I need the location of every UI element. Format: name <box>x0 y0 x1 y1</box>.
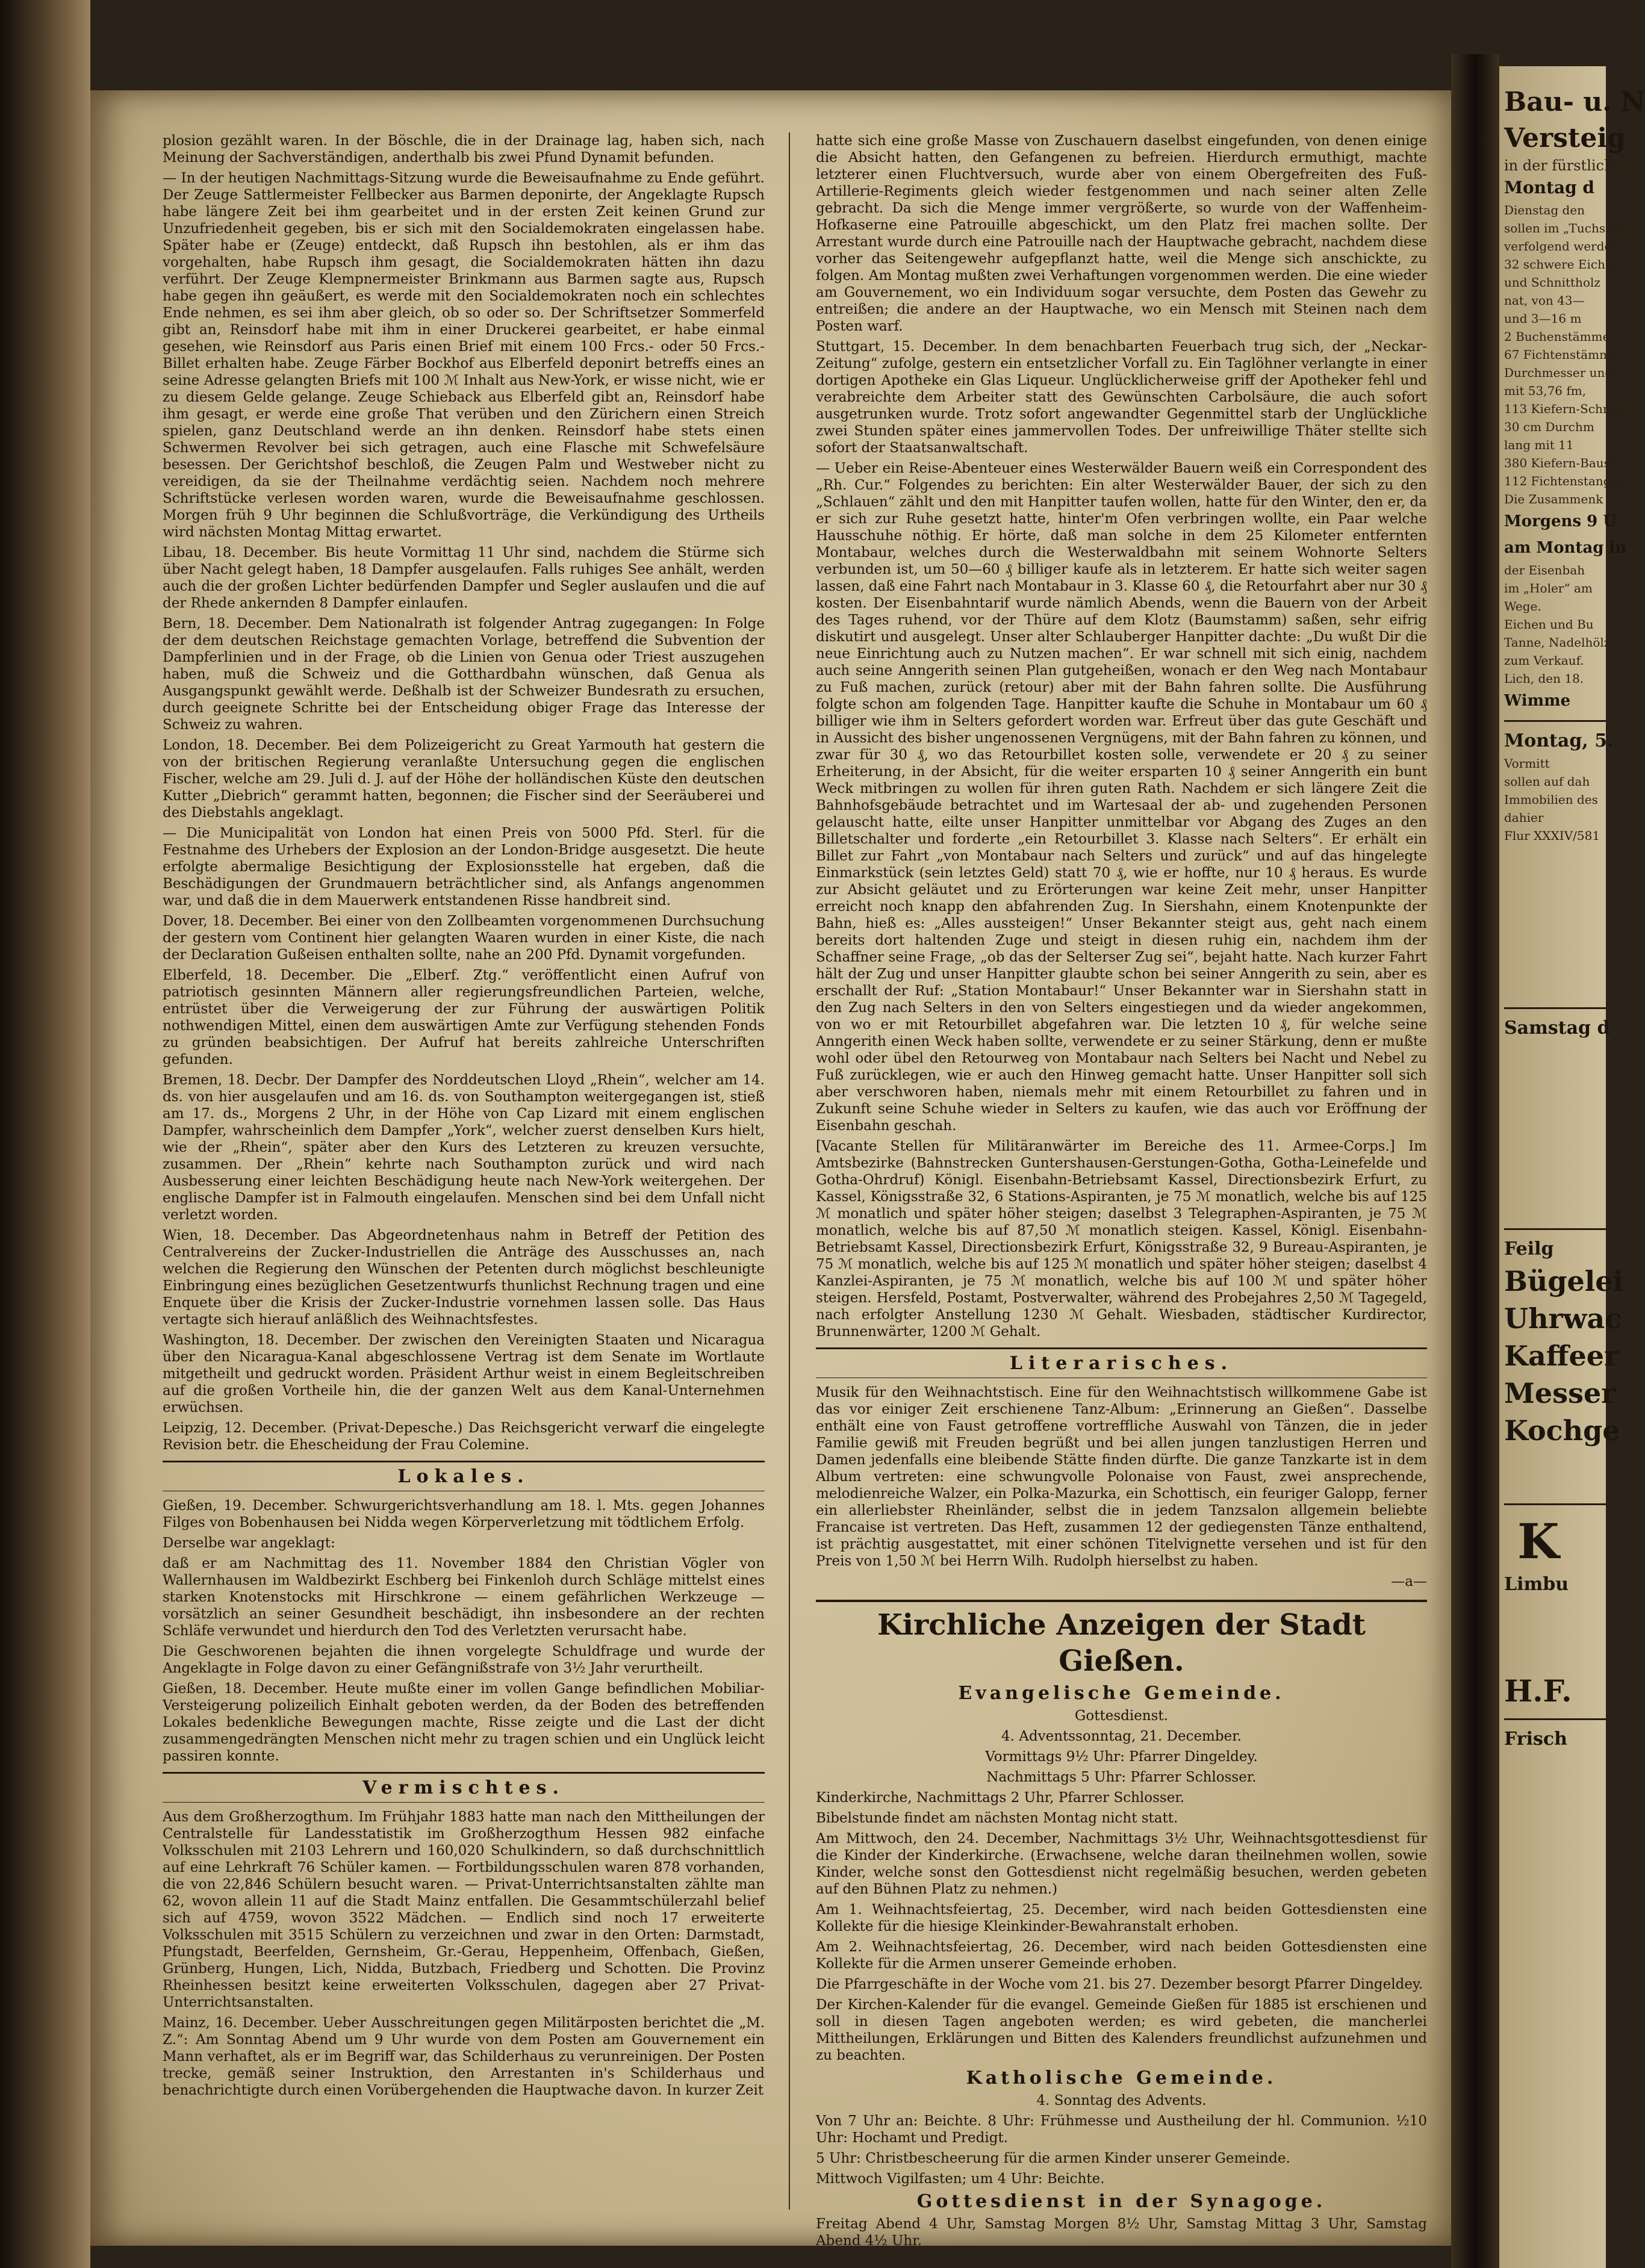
np-text: sollen auf dah <box>1504 774 1590 789</box>
article-paragraph: — In der heutigen Nachmittags-Sitzung wurde die Beweisaufnahme zu Ende geführt. Der Zeuge Sattlermeister Fellbecker aus Barmen deponirte, der Angeklagte Rupsch habe längere Zeit bei ihm gearbeitet und in der ersten Zeit keinen Grund zur Unzufriedenheit gegeben, bis er sich mit den Socialdemokraten eingelassen habe. Später habe er (Zeuge) entdeckt, daß Rupsch ihn bestohlen, als er ihm das vorgehalten, habe Rupsch ihm gesagt, die Socialdemokraten hätten ihn dazu verführt. Der Zeuge Klempnermeister Brinkmann aus Barmen sagte aus, Rupsch habe gegen ihn geäußert, es werde mit den Socialdemokraten noch ein schlechtes Ende nehmen, es sei ihm aber gleich, ob so oder so. Der Schriftsetzer Sommerfeld gibt an, Reinsdorf habe mit ihm in einer Druckerei gearbeitet, er habe einmal gesehen, wie Reinsdorf aus Paris einen Brief mit einem 100 Frcs.- oder 50 Frcs.-Billet erhalten habe. Zeuge Färber Bockhof aus Elberfeld deponirt betreffs eines an seine Adresse gelangten Briefs mit 100 ℳ Inhalt aus New-York, er wisse nicht, wie er zu diesem Gelde gelange. Zeuge Schieback aus Elberfeld gibt an, Reinsdorf habe ihm gesagt, er werde eine große That verüben und den Zürichern einen Streich spielen, ganz Deutschland werde an ihn denken. Reinsdorf habe stets einen Schwermen Revolver bei sich getragen, auch eine Flasche mit Schwefelsäure besessen. Der Gerichtshof beschloß, die Zeugen Palm und Westweber nicht zu vereidigen, da sie der Theilnahme verdächtig seien. Nachdem noch mehrere Schriftstücke verlesen worden waren, wurde die Beweisaufnahme geschlossen. Morgen früh 9 Uhr beginnen die Schlußvorträge, die Verkündigung des Urtheils wird nächsten Montag Mittag erwartet. <box>163 170 765 540</box>
church-notice: Der Kirchen-Kalender für die evangel. Gemeinde Gießen für 1885 ist erschienen und soll in diesen Tagen angeboten werden; es wird gebeten, die mancherlei Mittheilungen, Erklärungen und Bitten des Kalenders freundlichst aufzunehmen und zu beachten. <box>816 1997 1427 2063</box>
np-heading: Bügelei <box>1504 1265 1623 1297</box>
news-stuttgart: Stuttgart, 15. December. In dem benachbarten Feuerbach trug sich, der „Neckar-Zeitung“ zufolge, gestern ein entsetzlicher Vorfall zu. Ein Taglöhner verlangte in einer dortigen Apotheke ein Glas Liqueur. Unglücklicherweise griff der Apotheker fehl und verabreichte dem Arbeiter statt des Gewünschten Carbolsäure, die auch sofort ausgetrunken wurde. Trotz sofort angewandter Gegenmittel starb der Unglückliche zwei Stunden später eines jammervollen Todes. Der unfreiwillige Thäter stellte sich sofort der Staatsanwaltschaft. <box>816 339 1427 456</box>
advent-sunday: 4. Sonntag des Advents. <box>1036 2093 1207 2108</box>
catholic-notice: Mittwoch Vigilfasten; um 4 Uhr: Beichte. <box>816 2171 1105 2187</box>
newspaper-page <box>90 90 1451 2249</box>
np-text: lang mit 11 <box>1504 438 1574 452</box>
church-notice: Am 2. Weihnachtsfeiertag, 26. December, wird nach beiden Gottesdiensten eine Kollekte für die Armen unserer Gemeinde erhoben. <box>816 1939 1427 1972</box>
np-text: nat, von 43— <box>1504 293 1585 308</box>
np-text: mit 53,76 fm, <box>1504 384 1587 398</box>
np-text: im „Holer“ am <box>1504 581 1593 595</box>
news-wien: Wien, 18. December. Das Abgeordnetenhaus nahm in Betreff der Petition des Centralvereins der Zucker-Industriellen die Anträge des Ausschusses an, nach welchen die Regierung den Wünschen der Petenten durch möglichst beschleunigte Einbringung eines bezüglichen Gesetzentwurfs thunlichst Rechnung tragen und eine Enquete über die Krisis der Zucker-Industrie vornehmen lassen solle. Das Haus vertagte sich hierauf anläßlich des Weihnachtsfestes. <box>163 1228 765 1328</box>
np-text: 2 Buchenstämme <box>1504 329 1610 344</box>
np-text: Flur XXXIV/581 <box>1504 828 1600 843</box>
service-afternoon: Nachmittags 5 Uhr: Pfarrer Schlosser. <box>986 1769 1257 1785</box>
np-text: am Montag in <box>1504 539 1627 557</box>
np-rule <box>1504 1228 1606 1230</box>
np-text: 113 Kiefern-Schneid <box>1504 402 1629 416</box>
lokales-paragraph: Gießen, 19. December. Schwurgerichtsverhandlung am 18. l. Mts. gegen Johannes Filges von Bobenhausen bei Nidda wegen Körperverletzung mit tödtlichem Erfolg. <box>163 1498 765 1530</box>
news-leipzig: Leipzig, 12. December. (Privat-Depesche.) Das Reichsgericht verwarf die eingelegte Revision betr. die Ehescheidung der Frau Colemine. <box>163 1420 765 1453</box>
service-morning: Vormittags 9½ Uhr: Pfarrer Dingeldey. <box>985 1749 1258 1765</box>
np-text: zum Verkauf. <box>1504 653 1584 668</box>
np-heading: Feilg <box>1504 1238 1554 1260</box>
church-notice: Bibelstunde findet am nächsten Montag nicht statt. <box>816 1810 1178 1826</box>
np-text: Die Zusammenk <box>1504 492 1603 506</box>
np-heading: Frisch <box>1504 1729 1567 1750</box>
news-bremen: Bremen, 18. Decbr. Der Dampfer des Norddeutschen Lloyd „Rhein“, welcher am 14. ds. von hier ausgelaufen und am 16. ds. von Southampton weitergegangen ist, stieß am 17. ds., Morgens 2 Uhr, in der Höhe von Cap Lizard mit einem englischen Dampfer, wahrscheinlich dem Dampfer „York“, welcher zuerst denselben Kurs hielt, wie der „Rhein“, später aber den Kurs des Letzteren zu kreuzen versuchte, zusammen. Der „Rhein“ kehrte nach Southampton zurück und wird nach Ausbesserung einer leichten Beschädigung heute nach New-York weitergehen. Der englische Dampfer ist in Falmouth eingelaufen. Menschen sind bei dem Unfall nicht verletzt worden. <box>163 1072 765 1223</box>
literarisches-paragraph: Musik für den Weihnachtstisch. Eine für den Weihnachtstisch willkommene Gabe ist das vor einiger Zeit erschienene Tanz-Album: „Erinnerung an Gießen“. Dasselbe enthält eine von Faust getroffene vortreffliche Auswahl von Tänzen, die in jeder Familie gewiß mit Freuden begrüßt und bei allen jungen tanzlustigen Herren und Damen jedenfalls eine bleibende Stätte finden dürfte. Die ganze Tanzkarte ist in dem Album vertreten: eine schwungvolle Polonaise von Faust, zwei ansprechende, melodienreiche Walzer, ein Polka-Mazurka, ein Schottisch, ein feuriger Galopp, ferner ein allerliebster Rheinländer, selbst die in jedem Tanzsalon allgemein beliebte Francaise ist vertreten. Das Heft, zusammen 12 der gediegensten Tänze enthaltend, ist prächtig ausgestattet, mit einer schönen Titelvignette versehen und ist für den Preis von 1,50 ℳ bei Herrn Wilh. Rudolph hierselbst zu haben. <box>816 1385 1427 1569</box>
np-text: 67 Fichtenstämme <box>1504 347 1618 362</box>
lokales-paragraph: daß er am Nachmittag des 11. November 1884 den Christian Vögler von Wallernhausen im Waldbezirkt Eschberg bei Finkenloh durch Schläge mittelst eines starken Knotenstocks mit Hirschkrone — einem gefährlichen Werkzeuge — vorsätzlich an seiner Gesundheit beschädigt, ihn insbesondere an der rechten Schläfe verwundet und hierdurch den Tod des Verletzten verursacht habe. <box>163 1556 765 1639</box>
vermischtes-paragraph: Mainz, 16. December. Ueber Ausschreitungen gegen Militärposten berichtet die „M. Z.“: Am Sonntag Abend um 9 Uhr wurde von dem Posten am Gouvernement ein Mann verhaftet, als er im Begriff war, das Schilderhaus zu verunreinigen. Der Posten trecke, gemäß seiner Instruktion, den Arrestanten in's Schilderhaus und benachrichtigte durch einen Vorübergehenden die Hauptwache davon. In kurzer Zeit <box>163 2015 765 2098</box>
np-rule <box>1504 720 1606 722</box>
lokales-paragraph: Derselbe war angeklagt: <box>163 1535 335 1551</box>
news-london-2: — Die Municipalität von London hat einen Preis von 5000 Pfd. Sterl. für die Festnahme des Urhebers der Explosion an der London-Bridge ausgesetzt. Die heute erfolgte abermalige Besichtigung der Explosionsstelle hat ergeben, daß die Beschädigungen der Grundmauern beträchtlicher sind, als Anfangs angenommen war, und daß die in dem Mauerwerk entstandenen Risse handbreit sind. <box>163 825 765 909</box>
np-text: Eichen und Bu <box>1504 617 1594 632</box>
article-paragraph: — Ueber ein Reise-Abenteuer eines Westerwälder Bauern weiß ein Correspondent des „Rh. Cur.“ Folgendes zu berichten: Ein alter Westerwälder Bauer, der sich zu den „Schlauen“ zählt und den mit Hanpitter taufen wollen, hatte für den Winter, den er, da er sich zur Ruhe gesetzt hatte, hinter'm Ofen verbringen wollte, ein Paar welche Hausschuhe nöthig. Er hörte, daß man solche in dem 25 Kilometer entfernten Montabaur, welches durch die Westerwaldbahn mit seinem Wohnorte Selters verbunden ist, um 50—60 ₰ billiger kaufe als in letzterem. Er hatte sich weiter sagen lassen, daß eine Fahrt nach Montabaur in 3. Klasse 60 ₰, die Retourfahrt aber nur 30 ₰ kosten. Der Eisenbahntarif wurde nämlich Abends, wenn die Bauern von der Arbeit des Tages ruhend, vor der Thüre auf dem Klotz (Baumstamm) saßen, sehr eifrig diskutirt und ausgelegt. Unser alter Schlauberger Hanpitter dachte: „Du wußt Dir die neue Einrichtung auch zu Nutzen machen“. Er war schnell mit sich einig, nachdem auch seine Anngerith seinen Plan gutgeheißen, wonach er den Weg nach Montabaur zu Fuß machen, zurück (retour) aber mit der Bahn fahren sollte. Die Ausführung folgte schon am folgenden Tage. Hanpitter kaufte die Schuhe in Montabaur um 60 ₰ billiger wie ihm in Selters gefordert worden war. Erfreut über das gute Geschäft und in Aussicht des bisher ungenossenen Vergnügens, mit der Bahn fahren zu können, und zwar für 30 ₰, wo das Retourbillet kosten solle, verwendete er 20 ₰ zu seiner Erheiterung, in der Absicht, für die weiter ersparten 10 ₰ seiner Anngerith ein bunt Weck mitbringen zu wollen für ihren guten Rath. Nachdem er sich längere Zeit die Bahnhofsgebäude betrachtet und im Wartesaal der ab- und zugehenden Personen gelauscht hatte, eilte unser Hanpitter unmittelbar vor Abgang des Zuges an den Billetschalter und forderte „ein Retourbillet 3. Klasse nach Selters“. Er erhält ein Billet zur Fahrt „von Montabaur nach Selters und zurück“ und auf das hingelegte Einmarkstück (sein letztes Geld) statt 70 ₰, wie er hoffte, nur 10 ₰ heraus. Es wurde zur Absicht geläutet und zu Erörterungen war keine Zeit mehr, unser Hanpitter erreicht noch knapp den abfahrenden Zug. In Siershahn, einem Knotenpunkte der Bahn, hieß es: „Alles aussteigen!“ Unser Bekannter steigt aus, geht nach einem bereits dort haltenden Zuge und steigt in diesen ruhig ein, nachdem ihm der Schaffner seine Frage, „ob das der Selterser Zug sei“, bejaht hatte. Nach kurzer Fahrt hält der Zug und unser Hanpitter glaubte schon bei seiner Anngerith zu sein, aber es erschallt der Ruf: „Station Montabaur!“ Unser Bekannter war in Siershahn statt in den Zug nach Selters in den von Selters eingestiegen und da wieder angekommen, von wo er mit Retourbillet abgefahren war. Die letzten 10 ₰, für welche seine Anngerith einen Weck haben sollte, verwendete er zu seiner Stärkung, denn er mußte wohl oder übel den Retourweg von Montabaur nach Selters bei Nacht und Nebel zu Fuß zurücklegen, wie er auch den Hinweg gemacht hatte. Unser Hanpitter soll sich aber verschworen haben, niemals mehr mit einem Retourbillet zu fahren und in Zukunft seine Schuhe wieder in Selters zu kaufen, wie das auch vor Eröffnung der Eisenbahn geschah. <box>816 461 1427 1134</box>
lokales-paragraph: Gießen, 18. December. Heute mußte einer im vollen Gange befindlichen Mobiliar-Versteigerung polizeilich Einhalt geboten werden, da der Boden des betreffenden Lokales bedenkliche Bewegungen machte, Risse zeigte und die Last der dicht zusammengedrängten Menschen nicht mehr zu tragen schien und ein Unglück leicht passiren konnte. <box>163 1681 765 1764</box>
np-rule <box>1504 1503 1606 1505</box>
np-heading: Limbu <box>1504 1574 1569 1595</box>
np-rule <box>1504 1007 1606 1009</box>
np-text: Tanne, Nadelhölz <box>1504 635 1611 650</box>
news-libau: Libau, 18. December. Bis heute Vormittag 11 Uhr sind, nachdem die Stürme sich über Nacht gelegt haben, 18 Dampfer ausgelaufen. Falls ruhiges See anhält, werden auch die der großen Lichter bedürfenden Dampfer und Segler auslaufen und die auf der Rhede ankernden 8 Dampfer einlaufen. <box>163 545 765 611</box>
church-notice: Am Mittwoch, den 24. December, Nachmittags 3½ Uhr, Weihnachtsgottesdienst für die Kinder der Kinderkirche. (Erwachsene, welche daran theilnehmen wollen, sowie Kinder, welche sonst den Gottesdienst nicht regelmäßig besuchen, werden gebeten auf den Bühnen Platz zu nehmen.) <box>816 1831 1427 1897</box>
np-text: 112 Fichtenstangen <box>1504 474 1626 488</box>
np-text: 32 schwere Eichen <box>1504 257 1620 272</box>
article-paragraph: hatte sich eine große Masse von Zuschauern daselbst eingefunden, von denen einige die Absicht hatten, den Gefangenen zu befreien. Hierdurch ermuthigt, machte letzterer einen Fluchtversuch, wurde aber von einem Obergefreiten des Fuß-Artillerie-Regiments gleich wieder festgenommen und nach seiner alten Zelle gebracht. Da sich die Menge immer vergrößerte, so wurde von der Waffenheim-Hofkaserne eine Patrouille abgeschickt, um den Platz frei machen sollte. Der Arrestant wurde durch eine Patrouille nach der Hauptwache gebracht, nachdem diese vorher das Seitengewehr aufgepflanzt hatte, weil die Menge sich anschickte, zu folgen. Am Montag mußten zwei Verhaftungen vorgenommen werden. Die eine wieder am Gouvernement, wo ein Individuum sogar versuchte, dem Posten das Gewehr zu entreißen; die andere an der Hauptwache, wo ein Mensch mit Steinen nach dem Posten warf. <box>816 133 1427 334</box>
np-rule <box>1504 1718 1606 1720</box>
np-heading: Uhrwac <box>1504 1302 1622 1335</box>
np-text: und 3—16 m <box>1504 311 1582 326</box>
section-heading-literarisches: Literarisches. <box>816 1347 1427 1378</box>
np-text: und Schnittholz <box>1504 275 1600 290</box>
np-text: Durchmesser und <box>1504 365 1613 380</box>
np-text: Lich, den 18. <box>1504 671 1584 686</box>
news-dover: Dover, 18. December. Bei einer von den Zollbeamten vorgenommenen Durchsuchung der gestern vom Continent hier gelangten Waaren wurden in einer Kiste, die nach der Declaration Gußeisen enthalten sollte, nahe an 200 Pfd. Dynamit vorgefunden. <box>163 913 765 963</box>
literarisches-signature: —a— <box>1391 1574 1427 1589</box>
np-heading: Samstag d <box>1504 1017 1610 1039</box>
news-bern: Bern, 18. December. Dem Nationalrath ist folgender Antrag zugegangen: In Folge der dem deutschen Reichstage gemachten Vorlage, betreffend die Subvention der Dampferlinien und in der Frage, ob die Linien von Genua oder Triest auszugehen haben, muß die Schweiz und die Gotthardbahn wünschen, daß Genua als Ausgangspunkt gewählt werde. Deßhalb ist der Schweizer Bundesrath zu ersuchen, durch geeignete Schritte bei der Entscheidung obiger Frage das Interesse der Schweiz zu wahren. <box>163 616 765 733</box>
np-text: dahier <box>1504 810 1544 825</box>
next-page-fragment <box>1499 66 1645 2268</box>
section-heading-vermischtes: Vermischtes. <box>163 1772 765 1803</box>
news-london: London, 18. December. Bei dem Polizeigericht zu Great Yarmouth hat gestern die von der britischen Regierung veranlaßte Untersuchung gegen die englischen Fischer, welche am 29. Juli d. J. auf der Höhe der holländischen Küste den deutschen Kutter „Diebrich“ gerammt hatten, begonnen; die Fischer sind der Seeräuberei und des Diebstahls angeklagt. <box>163 738 765 821</box>
np-heading: Montag, 5. <box>1504 730 1614 751</box>
catholic-notice: Von 7 Uhr an: Beichte. 8 Uhr: Frühmesse und Austheilung der hl. Communion. ½10 Uhr: Hochamt und Predigt. <box>816 2113 1427 2146</box>
church-notice: Die Pfarrgeschäfte in der Woche vom 21. bis 27. Dezember besorgt Pfarrer Dingeldey. <box>816 1977 1423 1992</box>
vacancies-paragraph: [Vacante Stellen für Militäranwärter im Bereiche des 11. Armee-Corps.] Im Amtsbezirke (Bahnstrecken Guntershausen-Gerstungen-Gotha, Gotha-Leinefelde und Gotha-Ohrdruf) Königl. Eisenbahn-Betriebsamt Kassel, Directionsbezirk Erfurt, zu Kassel, Königsstraße 32, 6 Stations-Aspiranten, je 75 ℳ monatlich, welche bis auf 125 ℳ monatlich und später höher steigen; daselbst 3 Telegraphen-Aspiranten, je 75 ℳ monatlich, welche bis auf 87,50 ℳ monatlich steigen. Kassel, Königl. Eisenbahn-Betriebsamt Kassel, Directionsbezirk Erfurt, Königsstraße 32, 9 Bureau-Aspiranten, je 75 ℳ monatlich, welche bis auf 125 ℳ monatlich und später höher steigen; daselbst 4 Kanzlei-Aspiranten, je 75 ℳ monatlich, welche bis auf 100 ℳ und später höher steigen. Hersfeld, Postamt, Postverwalter, während des Probejahres 2,50 ℳ Tagegeld, nach erfolgter Anstellung 1230 ℳ Gehalt. Wiesbaden, städtischer Kurdirector, Brunnenwärter, 1200 ℳ Gehalt. <box>816 1139 1427 1340</box>
np-large-letter: K <box>1517 1513 1559 1570</box>
news-elberfeld: Elberfeld, 18. December. Die „Elberf. Ztg.“ veröffentlicht einen Aufruf von patriotisch gesinnten Männern aller regierungsfreundlichen Parteien, welche, entrüstet über die Verweigerung der zur Führung der auswärtigen Politik nothwendigen Mittel, einen dem auswärtigen Amte zur Verfügung stehenden Fonds zu gründen beabsichtigen. Der Aufruf hat bereits zahlreiche Unterschriften gefunden. <box>163 968 765 1067</box>
subheading-synagoge: Gottesdienst in der Synagoge. <box>916 2191 1326 2212</box>
gottesdienst-label: Gottesdienst. <box>1075 1708 1168 1724</box>
np-text: 380 Kiefern-Bauste <box>1504 456 1622 470</box>
section-heading-lokales: Lokales. <box>163 1461 765 1491</box>
np-heading: H.F. <box>1504 1673 1572 1709</box>
synagogue-times: Freitag Abend 4 Uhr, Samstag Morgen 8½ Uhr, Samstag Mittag 3 Uhr, Samstag Abend 4½ Uhr. <box>816 2216 1427 2249</box>
lokales-paragraph: Die Geschworenen bejahten die ihnen vorgelegte Schuldfrage und wurde der Angeklagte in Folge davon zu einer Gefängnißstrafe von 3½ Jahr verurtheilt. <box>163 1644 765 1676</box>
np-heading: Bau- u. N <box>1504 87 1645 117</box>
np-text: Montag d <box>1504 178 1595 197</box>
np-text: 30 cm Durchm <box>1504 420 1594 434</box>
np-text: der Eisenbah <box>1504 563 1585 577</box>
np-text: sollen im „Tuchsätz <box>1504 221 1624 235</box>
np-heading: Kaffeer <box>1504 1340 1619 1372</box>
book-binding <box>0 0 90 2268</box>
np-heading: Versteig <box>1504 123 1626 154</box>
np-text: Immobilien des <box>1504 792 1598 807</box>
church-notice: Kinderkirche, Nachmittags 2 Uhr, Pfarrer Schlosser. <box>816 1790 1185 1806</box>
np-text: Morgens 9 U <box>1504 512 1617 530</box>
np-heading: Messer <box>1504 1377 1616 1409</box>
subheading-katholische-gemeinde: Katholische Gemeinde. <box>966 2068 1277 2089</box>
np-text: Vormitt <box>1504 756 1550 771</box>
article-paragraph: plosion gezählt waren. In der Böschle, die in der Drainage lag, haben sich, nach Meinung der Sachverständigen, anderthalb bis zwei Pfund Dynamit befunden. <box>163 133 765 166</box>
page-gutter <box>1451 54 1499 2268</box>
section-heading-kirchliche-anzeigen: Kirchliche Anzeigen der Stadt Gießen. <box>816 1600 1427 1679</box>
catholic-notice: 5 Uhr: Christbescheerung für die armen Kinder unserer Gemeinde. <box>816 2151 1290 2166</box>
np-text: Wimme <box>1504 692 1571 710</box>
vermischtes-paragraph: Aus dem Großherzogthum. Im Frühjahr 1883 hatte man nach den Mittheilungen der Centralstelle für Landesstatistik im Großherzogthum Hessen 982 einfache Volksschulen mit 2103 Lehrern und 160,020 Schulkindern, so daß durchschnittlich auf eine Lehrkraft 76 Schüler kamen. — Fortbildungsschulen waren 878 vorhanden, die von 22,846 Schülern besucht waren. — Privat-Unterrichtsanstalten zählte man 62, wovon allein 11 auf die Stadt Mainz entfallen. Die Gesammtschülerzahl belief sich auf 4759, wovon 3522 Mädchen. — Endlich sind noch 17 erweiterte Volksschulen mit 3515 Schülern zu verzeichnen und zwar in den Orten: Darmstadt, Pfungstadt, Beerfelden, Gernsheim, Gr.-Gerau, Heppenheim, Offenbach, Gießen, Grünberg, Hungen, Lich, Nidda, Butzbach, Friedberg und Schotten. Die Provinz Rheinhessen besitzt keine erweiterten Volksschulen, dagegen aber 27 Privat-Unterrichtsanstalten. <box>163 1809 765 2010</box>
np-text: verfolgend werden: <box>1504 239 1623 253</box>
news-washington: Washington, 18. December. Der zwischen den Vereinigten Staaten und Nicaragua über den Nicaragua-Kanal abgeschlossene Vertrag ist dem Senate im Wortlaute mitgetheilt und gedruckt worden. Präsident Arthur weist in einem Begleitschreiben auf die großen Vortheile hin, die der ganzen Welt aus dem Kanal-Unternehmen erwüchsen. <box>163 1332 765 1415</box>
column-right <box>816 132 1427 2249</box>
column-divider <box>789 132 790 2210</box>
np-text: in der fürstliche <box>1504 157 1622 174</box>
church-notice: Am 1. Weihnachtsfeiertag, 25. December, wird nach beiden Gottesdiensten eine Kollekte für die hiesige Kleinkinder-Bewahranstalt erhoben. <box>816 1902 1427 1934</box>
column-left <box>163 132 765 2222</box>
np-text: Wege. <box>1504 599 1541 614</box>
subheading-evangelische-gemeinde: Evangelische Gemeinde. <box>958 1683 1285 1704</box>
advent-date: 4. Adventssonntag, 21. December. <box>1001 1729 1242 1744</box>
np-heading: Kochge <box>1504 1414 1620 1447</box>
np-text: Dienstag den <box>1504 203 1585 217</box>
